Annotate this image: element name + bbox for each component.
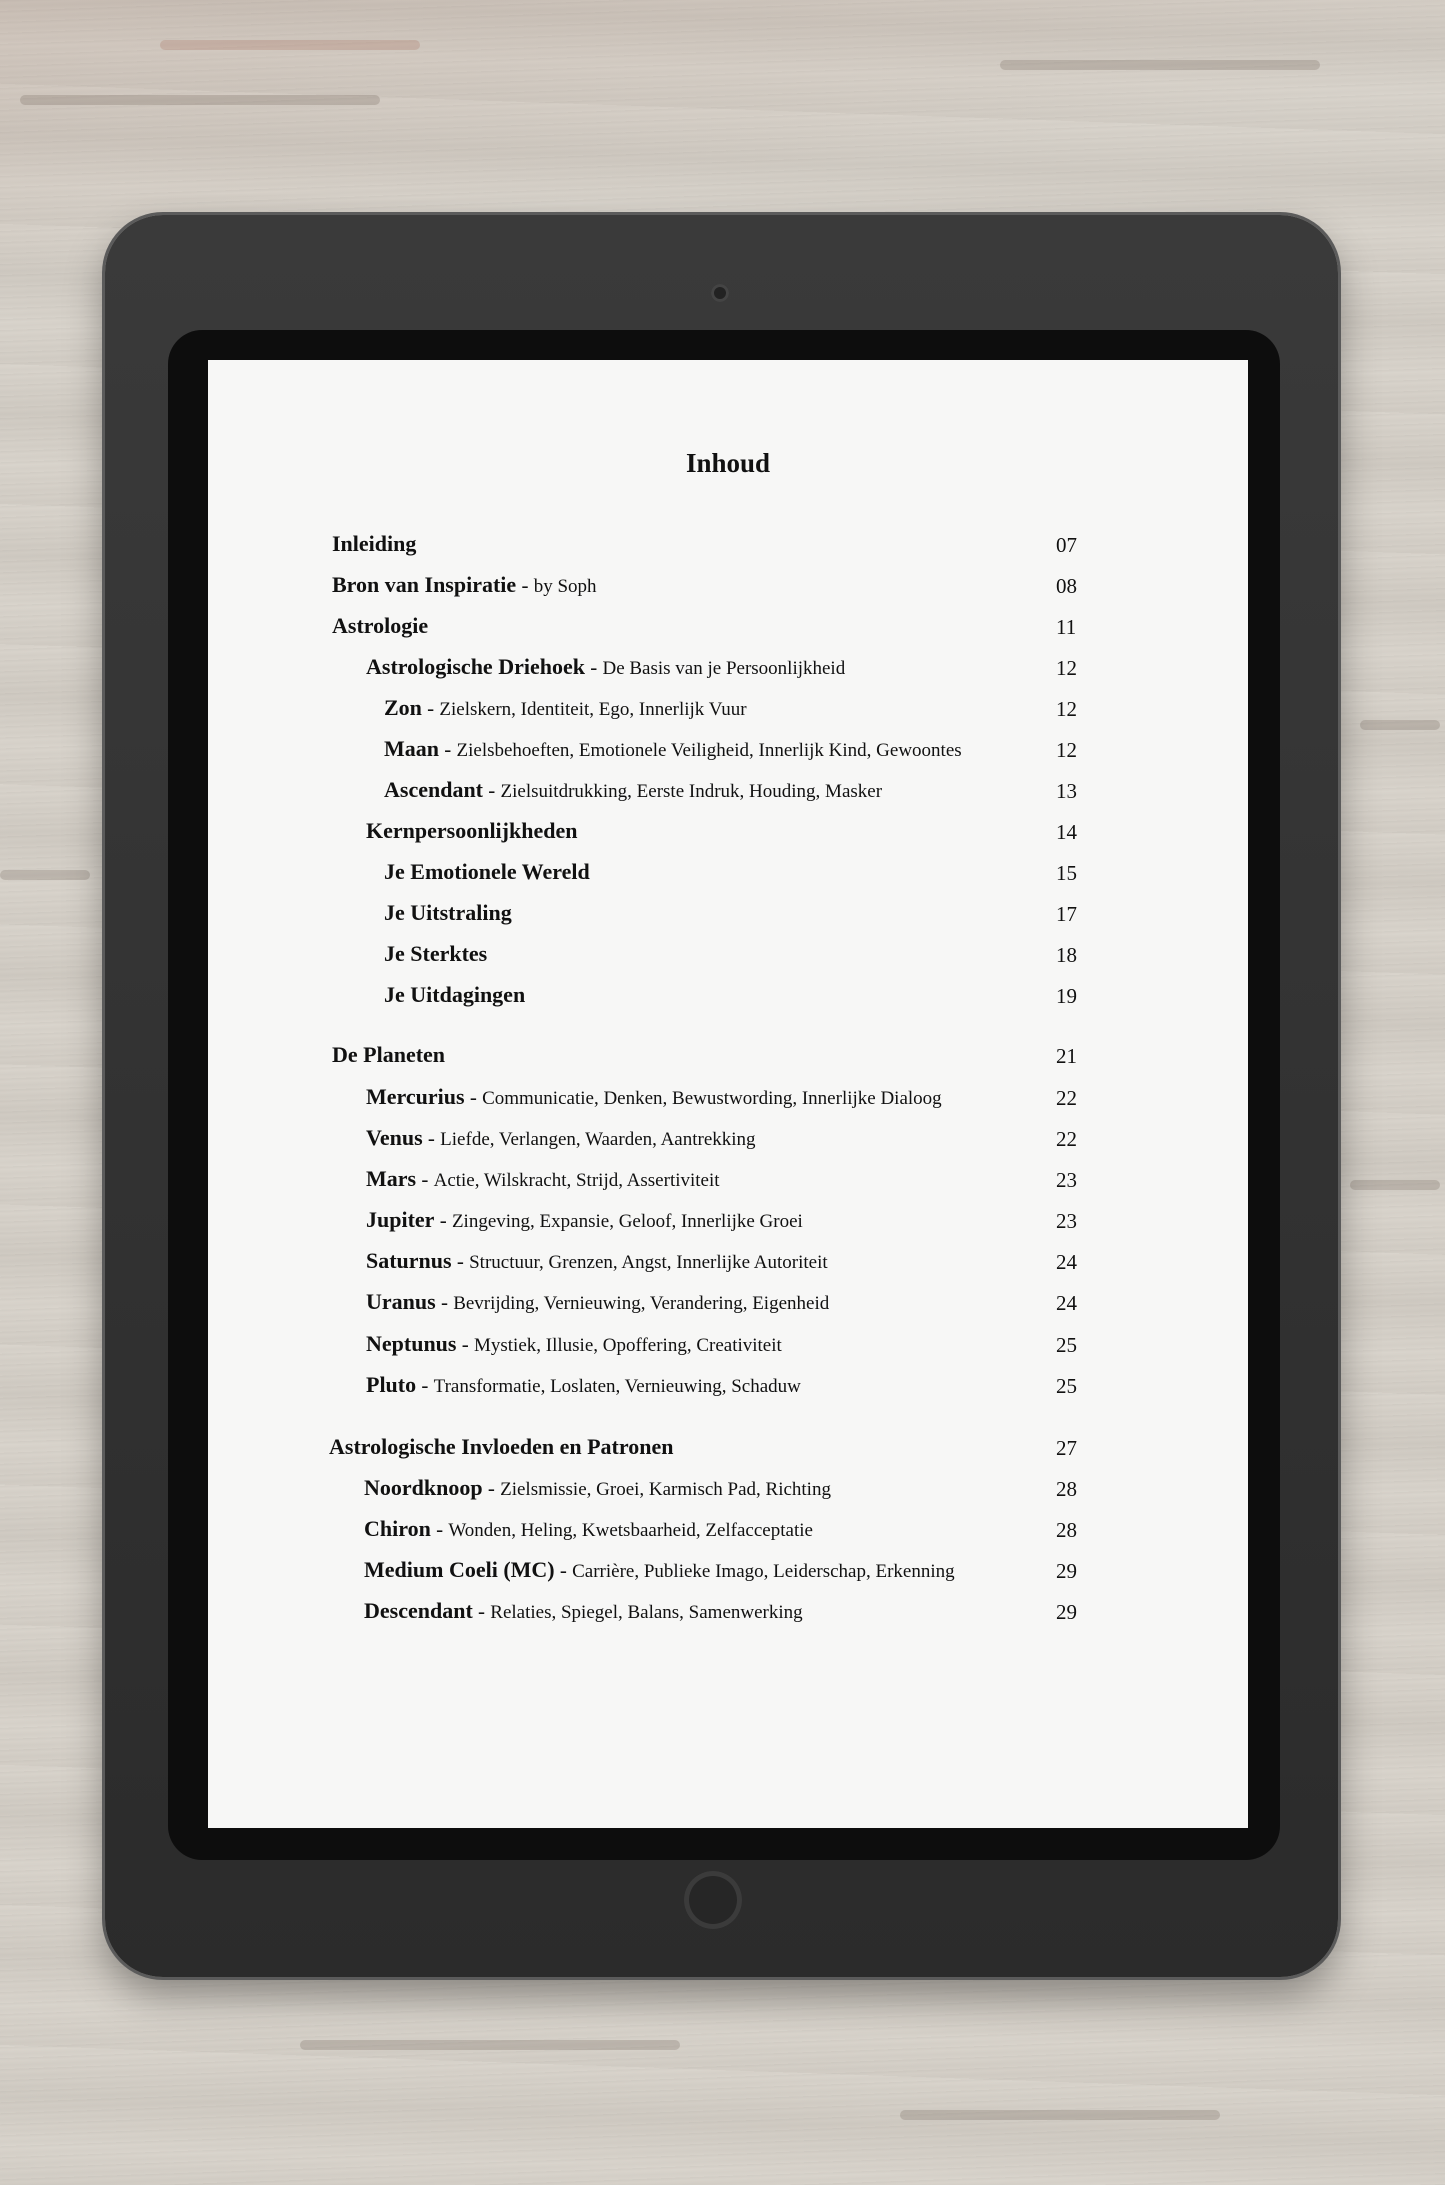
toc-entry-separator: - <box>483 778 501 802</box>
toc-entry-separator: - <box>421 696 440 720</box>
toc-entry-separator: - <box>439 737 457 761</box>
toc-entry-heading: Mars <box>366 1166 417 1191</box>
toc-page-number: 14 <box>1056 820 1077 844</box>
toc-entry[interactable] <box>366 1289 829 1319</box>
screen-bezel <box>168 330 1280 1860</box>
toc-entry-description: Communicatie, Denken, Bewustwording, Innerlijke Dialoog <box>482 1088 942 1109</box>
wood-streak <box>20 95 380 105</box>
toc-entry-heading: Mercurius <box>366 1084 465 1109</box>
toc-entry[interactable] <box>366 1084 942 1114</box>
toc-entry[interactable] <box>332 531 416 561</box>
toc-page-number: 29 <box>1056 1600 1077 1624</box>
toc-page-number: 27 <box>1056 1436 1077 1460</box>
toc-entry[interactable] <box>366 1248 828 1278</box>
toc-page-number: 13 <box>1056 779 1077 803</box>
toc-entry-description: Zielsbehoeften, Emotionele Veiligheid, Innerlijk Kind, Gewoontes <box>456 740 962 761</box>
toc-entry-heading: Jupiter <box>366 1207 435 1232</box>
toc-entry-heading: Je Emotionele Wereld <box>384 859 590 884</box>
toc-entry-separator: - <box>430 1517 449 1541</box>
toc-page-number: 12 <box>1056 656 1077 680</box>
toc-entry-separator: - <box>584 655 603 679</box>
toc-entry-heading: Inleiding <box>332 531 417 556</box>
toc-entry[interactable] <box>332 613 428 643</box>
toc-entry-description: by Soph <box>533 576 597 597</box>
toc-entry-heading: De Planeten <box>332 1042 446 1067</box>
page-title: Inhoud <box>685 448 771 478</box>
toc-entry[interactable] <box>366 1166 720 1196</box>
tablet-device <box>105 215 1338 1977</box>
front-camera <box>711 284 729 302</box>
toc-entry-separator: - <box>434 1208 452 1232</box>
toc-page-number: 29 <box>1056 1559 1077 1583</box>
toc-entry-description: Actie, Wilskracht, Strijd, Assertiviteit <box>433 1170 720 1191</box>
toc-entry-separator: - <box>416 1167 434 1191</box>
toc-entry-heading: Saturnus <box>366 1248 452 1273</box>
toc-entry[interactable] <box>384 941 487 971</box>
ebook-page[interactable] <box>208 360 1248 1828</box>
toc-entry-heading: Descendant <box>364 1598 473 1623</box>
toc-entry-heading: Je Sterktes <box>384 941 488 966</box>
toc-entry[interactable] <box>366 818 577 848</box>
toc-entry[interactable] <box>384 859 590 889</box>
toc-entry[interactable] <box>366 1207 803 1237</box>
toc-entry-heading: Je Uitstraling <box>384 900 512 925</box>
toc-entry[interactable] <box>366 654 845 684</box>
toc-entry-description: Zielsmissie, Groei, Karmisch Pad, Richting <box>500 1479 831 1500</box>
toc-entry-description: Mystiek, Illusie, Opoffering, Creativiteit <box>473 1335 782 1356</box>
toc-page-number: 07 <box>1056 533 1077 557</box>
toc-entry[interactable] <box>332 1042 445 1072</box>
toc-entry[interactable] <box>384 777 882 807</box>
toc-page-number: 24 <box>1056 1291 1077 1315</box>
toc-entry-description: Zingeving, Expansie, Geloof, Innerlijke Groei <box>451 1211 803 1232</box>
toc-page-number: 22 <box>1056 1127 1077 1151</box>
toc-entry-separator: - <box>472 1599 491 1623</box>
toc-entry[interactable] <box>364 1557 955 1587</box>
toc-entry-heading: Kernpersoonlijkheden <box>366 818 578 843</box>
toc-entry-heading: Chiron <box>364 1516 431 1541</box>
home-button[interactable] <box>684 1871 742 1929</box>
toc-page-number: 18 <box>1056 943 1077 967</box>
toc-entry-description: Zielsuitdrukking, Eerste Indruk, Houding, Masker <box>500 781 883 802</box>
toc-entry-heading: Astrologie <box>332 613 429 638</box>
toc-entry[interactable] <box>332 572 597 602</box>
toc-entry-heading: Venus <box>366 1125 423 1150</box>
toc-entry-separator: - <box>422 1126 441 1150</box>
toc-entry-heading: Je Uitdagingen <box>384 982 526 1007</box>
toc-entry-heading: Noordknoop <box>364 1475 483 1500</box>
toc-page-number: 12 <box>1056 697 1077 721</box>
toc-entry[interactable] <box>364 1516 813 1546</box>
toc-entry[interactable] <box>384 695 747 725</box>
toc-entry-heading: Maan <box>384 736 439 761</box>
wood-streak <box>1350 1180 1440 1190</box>
toc-entry-separator: - <box>482 1476 501 1500</box>
wood-streak <box>900 2110 1220 2120</box>
toc-page-number: 15 <box>1056 861 1077 885</box>
toc-entry-heading: Bron van Inspiratie <box>332 572 517 597</box>
toc-entry-description: Relaties, Spiegel, Balans, Samenwerking <box>490 1602 803 1623</box>
toc-entry[interactable] <box>329 1434 673 1464</box>
table-of-contents <box>208 360 1248 1828</box>
toc-entry-separator: - <box>451 1249 470 1273</box>
toc-page-number: 11 <box>1056 615 1077 639</box>
toc-entry-heading: Pluto <box>366 1372 417 1397</box>
toc-entry[interactable] <box>366 1331 782 1361</box>
toc-page-number: 28 <box>1056 1477 1077 1501</box>
toc-page-number: 23 <box>1056 1168 1077 1192</box>
toc-page-number: 28 <box>1056 1518 1077 1542</box>
toc-entry-heading: Ascendant <box>384 777 484 802</box>
toc-entry[interactable] <box>384 900 512 930</box>
toc-page-number: 12 <box>1056 738 1077 762</box>
toc-entry[interactable] <box>364 1598 803 1628</box>
toc-page-number: 23 <box>1056 1209 1077 1233</box>
wood-streak <box>300 2040 680 2050</box>
toc-entry-description: Carrière, Publieke Imago, Leiderschap, Erkenning <box>572 1561 955 1582</box>
toc-entry-description: Structuur, Grenzen, Angst, Innerlijke Autoriteit <box>469 1252 828 1273</box>
toc-entry-heading: Astrologische Invloeden en Patronen <box>329 1434 674 1459</box>
toc-entry-description: Wonden, Heling, Kwetsbaarheid, Zelfacceptatie <box>448 1520 813 1541</box>
toc-entry-separator: - <box>464 1085 483 1109</box>
wood-streak <box>1000 60 1320 70</box>
toc-entry-description: Transformatie, Loslaten, Vernieuwing, Schaduw <box>433 1376 801 1397</box>
toc-entry-description: Bevrijding, Vernieuwing, Verandering, Eigenheid <box>453 1293 830 1314</box>
toc-page-number: 19 <box>1056 984 1077 1008</box>
toc-entry-description: Zielskern, Identiteit, Ego, Innerlijk Vuur <box>439 699 747 720</box>
toc-entry[interactable] <box>364 1475 831 1505</box>
toc-entry[interactable] <box>384 736 962 766</box>
toc-page-number: 24 <box>1056 1250 1077 1274</box>
wood-streak <box>1360 720 1440 730</box>
toc-page-number: 25 <box>1056 1374 1077 1398</box>
toc-page-number: 08 <box>1056 574 1077 598</box>
toc-entry-separator: - <box>435 1290 454 1314</box>
toc-page-number: 25 <box>1056 1333 1077 1357</box>
toc-entry-heading: Uranus <box>366 1289 436 1314</box>
toc-entry[interactable] <box>384 982 525 1012</box>
toc-entry-separator: - <box>516 573 534 597</box>
toc-entry-heading: Zon <box>384 695 422 720</box>
toc-entry[interactable] <box>366 1372 801 1402</box>
toc-entry-description: Liefde, Verlangen, Waarden, Aantrekking <box>440 1129 756 1150</box>
toc-page-number: 21 <box>1056 1044 1077 1068</box>
toc-entry-separator: - <box>416 1373 434 1397</box>
toc-entry-description: De Basis van je Persoonlijkheid <box>602 658 846 679</box>
toc-page-number: 17 <box>1056 902 1077 926</box>
toc-page-number: 22 <box>1056 1086 1077 1110</box>
toc-entry-separator: - <box>554 1558 573 1582</box>
wood-streak <box>0 870 90 880</box>
toc-entry-heading: Medium Coeli (MC) <box>364 1557 555 1582</box>
toc-entry-separator: - <box>456 1332 474 1356</box>
toc-entry-heading: Neptunus <box>366 1331 457 1356</box>
toc-entry-heading: Astrologische Driehoek <box>366 654 585 679</box>
toc-entry[interactable] <box>366 1125 756 1155</box>
wood-streak <box>160 40 420 50</box>
